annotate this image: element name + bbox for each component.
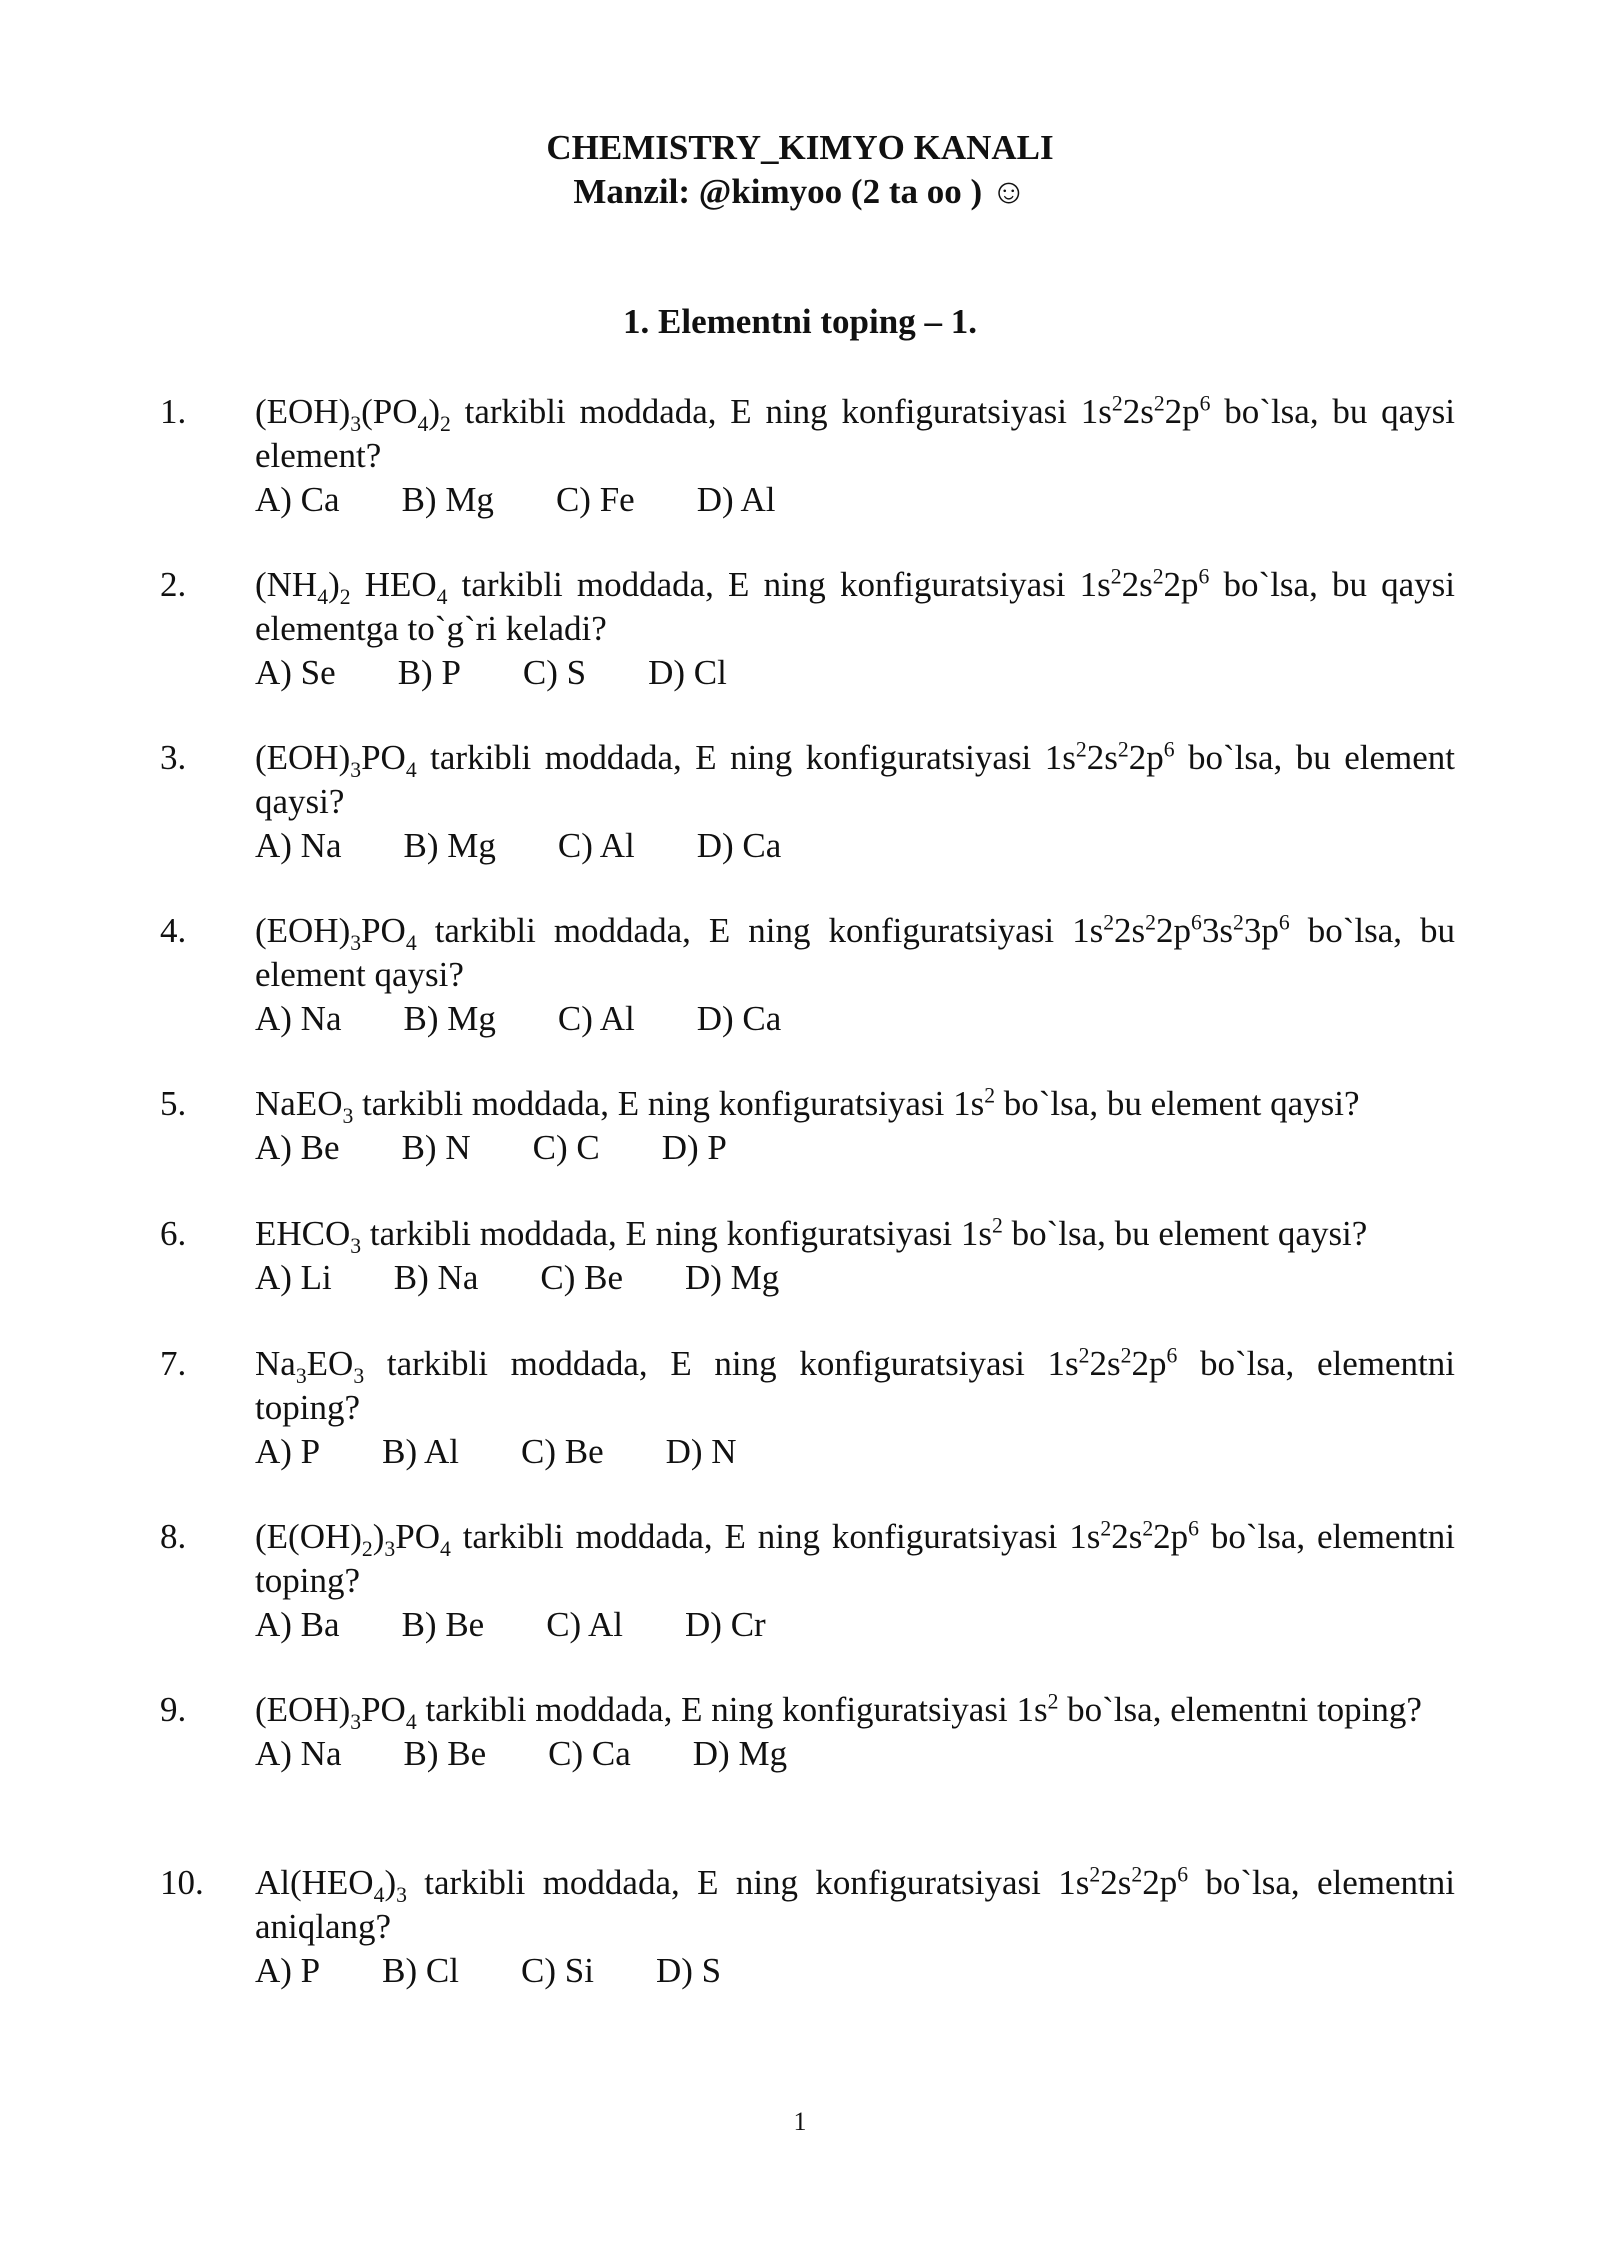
answer-option: C) Al bbox=[546, 1605, 624, 1644]
answer-option: D) P bbox=[661, 1128, 727, 1167]
answer-options bbox=[255, 1603, 1455, 1647]
question-text: $(EOH)_3(PO_4)_2$ tarkibli moddada, E ning konfiguratsiyasi $1s^22s^22p^6$ bo`lsa, bu qaysi element? bbox=[255, 391, 1455, 475]
answer-options bbox=[255, 1256, 1455, 1300]
answer-option: A) Na bbox=[255, 999, 342, 1038]
channel-title: CHEMISTRY_KIMYO KANALI bbox=[546, 128, 1054, 167]
question-text: NaEO$_3$ tarkibli moddada, E ning konfiguratsiyasi $1s^2$ bo`lsa, bu element qaysi? bbox=[255, 1083, 1360, 1128]
question-text: $(EOH)_3PO_4$ tarkibli moddada, E ning konfiguratsiyasi $1s^2$ bo`lsa, elementni toping? bbox=[255, 1689, 1422, 1734]
page-number: 1 bbox=[793, 2107, 807, 2136]
question-body bbox=[255, 736, 1455, 868]
answer-option: C) Ca bbox=[548, 1734, 631, 1773]
answer-option: A) Na bbox=[255, 826, 342, 865]
answer-option: A) Ca bbox=[255, 480, 340, 519]
answer-option: C) Si bbox=[520, 1951, 594, 1990]
answer-option: B) Cl bbox=[382, 1951, 459, 1990]
answer-option: A) Se bbox=[255, 653, 336, 692]
question-body bbox=[255, 1212, 1455, 1300]
answer-option: A) Na bbox=[255, 1734, 342, 1773]
question-text: $(E(OH)_2)_3PO_4$ tarkibli moddada, E ning konfiguratsiyasi $1s^22s^22p^6$ bo`lsa, elementni toping? bbox=[255, 1516, 1455, 1600]
question-number: 7. bbox=[160, 1344, 187, 1383]
answer-option: A) Be bbox=[255, 1128, 340, 1167]
answer-options bbox=[255, 1430, 1455, 1474]
question-body bbox=[255, 909, 1455, 1041]
answer-option: C) Be bbox=[540, 1258, 623, 1297]
question-number: 6. bbox=[160, 1214, 187, 1253]
answer-option: D) Cl bbox=[648, 653, 727, 692]
question-body bbox=[255, 390, 1455, 522]
answer-option: A) Ba bbox=[255, 1605, 340, 1644]
answer-option: D) Mg bbox=[692, 1734, 788, 1773]
question-number: 5. bbox=[160, 1084, 187, 1123]
question-text: $(EOH)_3PO_4$ tarkibli moddada, E ning konfiguratsiyasi $1s^22s^22p^63s^23p^6$ bo`lsa, bu element qaysi? bbox=[255, 910, 1455, 994]
question-number: 9. bbox=[160, 1690, 187, 1729]
question-body bbox=[255, 1342, 1455, 1474]
question-body bbox=[255, 563, 1455, 695]
answer-options bbox=[255, 651, 1455, 695]
answer-options bbox=[255, 824, 1455, 868]
answer-option: C) S bbox=[522, 653, 587, 692]
question-number: 4. bbox=[160, 911, 187, 950]
question-number: 3. bbox=[160, 738, 187, 777]
question-text: $Al(HEO_4)_3$ tarkibli moddada, E ning konfiguratsiyasi $1s^22s^22p^6$ bo`lsa, elementni aniqlang? bbox=[255, 1862, 1455, 1946]
channel-address: Manzil: @kimyoo (2 ta oo ) ☺ bbox=[573, 172, 1027, 211]
answer-option: B) N bbox=[401, 1128, 471, 1167]
answer-option: A) Li bbox=[255, 1258, 332, 1297]
answer-option: B) Be bbox=[401, 1605, 485, 1644]
answer-option: B) Mg bbox=[403, 999, 496, 1038]
answer-options bbox=[255, 478, 1455, 522]
answer-option: A) P bbox=[255, 1432, 321, 1471]
question-body bbox=[255, 1688, 1455, 1776]
question-text: $(NH_4)_2$ $HEO_4$ tarkibli moddada, E ning konfiguratsiyasi $1s^22s^22p^6$ bo`lsa, bu qaysi elementga to`g`ri keladi? bbox=[255, 564, 1455, 648]
question-body bbox=[255, 1082, 1455, 1170]
answer-option: B) P bbox=[397, 653, 461, 692]
answer-option: A) P bbox=[255, 1951, 321, 1990]
answer-option: C) C bbox=[532, 1128, 600, 1167]
question-number: 8. bbox=[160, 1517, 187, 1556]
question-body bbox=[255, 1861, 1455, 1993]
answer-option: B) Be bbox=[403, 1734, 487, 1773]
answer-option: B) Mg bbox=[403, 826, 496, 865]
question-number: 1. bbox=[160, 392, 187, 431]
answer-option: C) Fe bbox=[555, 480, 635, 519]
answer-option: B) Na bbox=[393, 1258, 479, 1297]
answer-option: D) Mg bbox=[685, 1258, 780, 1297]
answer-option: B) Mg bbox=[401, 480, 494, 519]
answer-options bbox=[255, 997, 1455, 1041]
answer-option: B) Al bbox=[382, 1432, 459, 1471]
answer-option: D) Cr bbox=[685, 1605, 766, 1644]
answer-option: C) Be bbox=[520, 1432, 604, 1471]
answer-options bbox=[255, 1949, 1455, 1993]
answer-option: C) Al bbox=[557, 999, 635, 1038]
question-text: $(EOH)_3PO_4$ tarkibli moddada, E ning konfiguratsiyasi $1s^22s^22p^6$ bo`lsa, bu element qaysi? bbox=[255, 737, 1455, 821]
answer-options bbox=[255, 1732, 1455, 1776]
answer-option: D) Al bbox=[696, 480, 776, 519]
answer-options bbox=[255, 1126, 1455, 1170]
question-text: $Na_3EO_3$ tarkibli moddada, E ning konfiguratsiyasi $1s^22s^22p^6$ bo`lsa, elementni toping? bbox=[255, 1343, 1455, 1427]
question-number: 10. bbox=[160, 1863, 204, 1902]
answer-option: D) N bbox=[665, 1432, 737, 1471]
question-text: $EHCO_3$ tarkibli moddada, E ning konfiguratsiyasi $1s^2$ bo`lsa, bu element qaysi? bbox=[255, 1213, 1368, 1258]
section-title: 1. Elementni toping – 1. bbox=[623, 302, 977, 341]
answer-option: D) S bbox=[655, 1951, 722, 1990]
question-number: 2. bbox=[160, 565, 187, 604]
answer-option: D) Ca bbox=[696, 826, 782, 865]
answer-option: C) Al bbox=[557, 826, 635, 865]
question-body bbox=[255, 1515, 1455, 1647]
answer-option: D) Ca bbox=[696, 999, 782, 1038]
